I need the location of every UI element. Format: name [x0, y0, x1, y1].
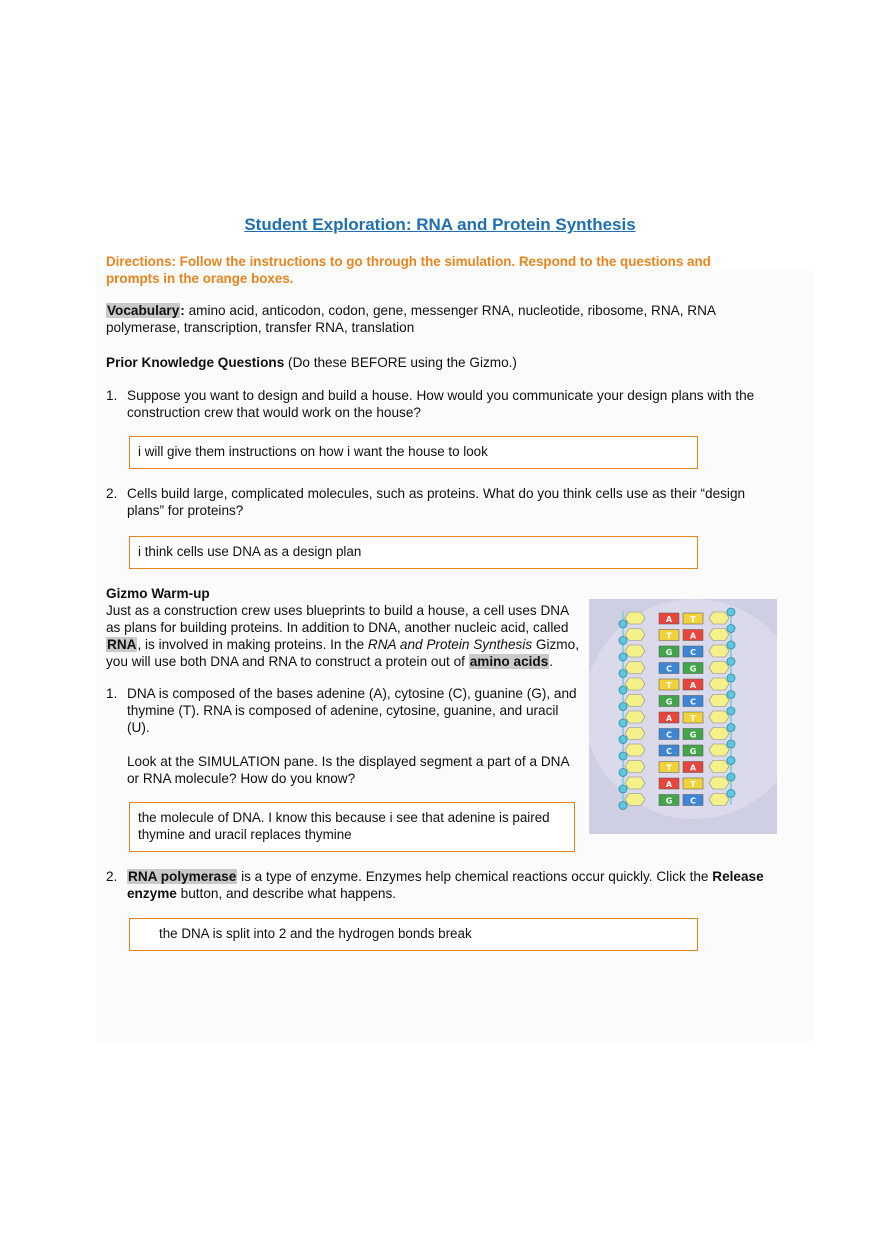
dna-simulation-image [589, 599, 777, 834]
base-letter-left: C [666, 747, 672, 756]
base-letter-left: A [665, 615, 673, 624]
sugar-right [709, 678, 729, 690]
sugar-left [625, 761, 645, 773]
answer-box-warmup-1[interactable]: the molecule of DNA. I know this because i see that adenine is paired thymine and uracil replaces thymine [129, 802, 575, 852]
directions-text: Directions: Follow the instructions to go through the simulation. Respond to the questions and prompts in the orange boxes. [106, 254, 711, 286]
base-letter-right: C [690, 697, 696, 707]
base-letter-left: G [665, 697, 673, 707]
phosphate-right [727, 724, 735, 732]
phosphate-right [727, 658, 735, 666]
sugar-right [709, 744, 729, 756]
base-letter-right: C [690, 796, 696, 806]
answer-box-warmup-2[interactable]: the DNA is split into 2 and the hydrogen bonds break [129, 918, 698, 951]
release-enzyme-term: Release enzyme [127, 869, 764, 901]
phosphate-left [619, 637, 627, 645]
question-text [127, 868, 767, 902]
base-letter-right: T [690, 714, 696, 723]
sugar-left [625, 695, 645, 707]
sugar-right [709, 612, 729, 624]
sugar-left [625, 744, 645, 756]
base-letter-right: T [690, 615, 696, 624]
sugar-left [625, 645, 645, 657]
phosphate-left [619, 653, 627, 661]
phosphate-left [619, 719, 627, 727]
base-letter-left: A [665, 714, 673, 723]
answer-box-prior-1[interactable]: i will give them instructions on how i want the house to look [129, 436, 698, 469]
question-number: 2. [106, 869, 118, 884]
sugar-right [709, 645, 729, 657]
phosphate-left [619, 736, 627, 744]
sugar-right [709, 761, 729, 773]
prior-knowledge-heading [106, 354, 766, 371]
phosphate-right [727, 773, 735, 781]
phosphate-left [619, 802, 627, 810]
phosphate-left [619, 620, 627, 628]
phosphate-right [727, 641, 735, 649]
sugar-right [709, 794, 729, 806]
phosphate-right [727, 790, 735, 798]
warmup-question-2 [106, 868, 766, 902]
sugar-right [709, 711, 729, 723]
question-text-2: Look at the SIMULATION pane. Is the displayed segment a part of a DNA or RNA molecule? How do you know? [127, 754, 569, 786]
phosphate-left [619, 752, 627, 760]
sugar-left [625, 794, 645, 806]
warmup-intro-part: . [549, 654, 554, 669]
warmup-intro-part: , is involved in making proteins. In the [137, 637, 368, 652]
base-letter-right: C [690, 648, 696, 657]
amino-acids-term: amino acids [469, 654, 549, 669]
prior-knowledge-note: (Do these BEFORE using the Gizmo.) [284, 355, 517, 370]
question-number: 1. [106, 686, 118, 701]
phosphate-right [727, 757, 735, 765]
base-letter-right: A [689, 763, 697, 773]
warmup-intro-part: Gizmo, you will use both DNA and RNA to construct a protein out of [106, 637, 579, 669]
prior-question-2 [106, 485, 766, 519]
phosphate-right [727, 691, 735, 699]
phosphate-left [619, 686, 627, 694]
base-letter-right: G [689, 664, 697, 674]
question-text: Cells build large, complicated molecules, such as proteins. What do you think cells use as their “design plans” for proteins? [127, 486, 746, 518]
warmup-heading: Gizmo Warm-up [106, 586, 210, 601]
page-title: Student Exploration: RNA and Protein Synthesis [244, 215, 636, 234]
question-number: 1. [106, 388, 118, 403]
question-text: DNA is composed of the bases adenine (A), cytosine (C), guanine (G), and thymine (T). RNA is composed of adenine, cytosine, guanine, and uracil (U). [127, 686, 577, 735]
sugar-left [625, 678, 645, 690]
warmup-section [106, 585, 586, 670]
base-letter-left: A [665, 780, 673, 789]
phosphate-right [727, 625, 735, 633]
base-letter-left: T [666, 763, 672, 773]
phosphate-right [727, 740, 735, 748]
base-letter-left: C [666, 730, 672, 740]
sugar-right [709, 662, 729, 674]
sugar-right [709, 777, 729, 789]
phosphate-right [727, 608, 735, 616]
phosphate-left [619, 670, 627, 678]
question-number: 2. [106, 486, 118, 501]
warmup-intro [106, 602, 586, 670]
sugar-right [709, 629, 729, 641]
base-letter-right: A [689, 631, 697, 641]
sugar-left [625, 662, 645, 674]
phosphate-left [619, 703, 627, 711]
answer-box-prior-2[interactable]: i think cells use DNA as a design plan [129, 536, 698, 569]
question-text-part: is a type of enzyme. Enzymes help chemical reactions occur quickly. Click the [237, 869, 713, 884]
phosphate-right [727, 674, 735, 682]
sugar-left [625, 777, 645, 789]
prior-knowledge-title: Prior Knowledge Questions [106, 355, 285, 370]
vocabulary-label: Vocabulary [107, 303, 180, 318]
sugar-left [625, 612, 645, 624]
base-letter-right: G [689, 747, 697, 756]
rna-term: RNA [107, 637, 137, 652]
warmup-intro-part: Just as a construction crew uses blueprints to build a house, a cell uses DNA as plans for building proteins. In addition to DNA, another nucleic acid, called [106, 603, 569, 635]
warmup-question-1 [106, 685, 586, 795]
phosphate-left [619, 785, 627, 793]
base-letter-right: G [689, 730, 697, 740]
rna-polymerase-term: RNA polymerase [128, 869, 237, 884]
prior-question-1 [106, 387, 766, 421]
sugar-right [709, 728, 729, 740]
base-letter-right: A [689, 681, 697, 690]
sugar-left [625, 629, 645, 641]
question-text-part: button, and describe what happens. [176, 886, 397, 901]
base-letter-left: C [666, 664, 672, 674]
base-letter-left: T [666, 681, 672, 690]
base-letter-left: T [666, 631, 672, 641]
sugar-right [709, 695, 729, 707]
vocabulary-colon: : [180, 303, 185, 318]
base-letter-left: G [665, 796, 673, 806]
vocabulary-line [106, 302, 766, 336]
sugar-left [625, 728, 645, 740]
vocabulary-terms: amino acid, anticodon, codon, gene, messenger RNA, nucleotide, ribosome, RNA, RNA polymerase, transcription, transfer RNA, translation [106, 303, 716, 335]
base-letter-right: T [690, 780, 696, 789]
phosphate-right [727, 707, 735, 715]
question-text: Suppose you want to design and build a house. How would you communicate your design plans with the construction crew that would work on the house? [127, 388, 755, 420]
base-letter-left: G [665, 648, 673, 657]
gizmo-name: RNA and Protein Synthesis [367, 637, 533, 652]
dna-ladder [589, 599, 777, 834]
phosphate-left [619, 769, 627, 777]
sugar-left [625, 711, 645, 723]
